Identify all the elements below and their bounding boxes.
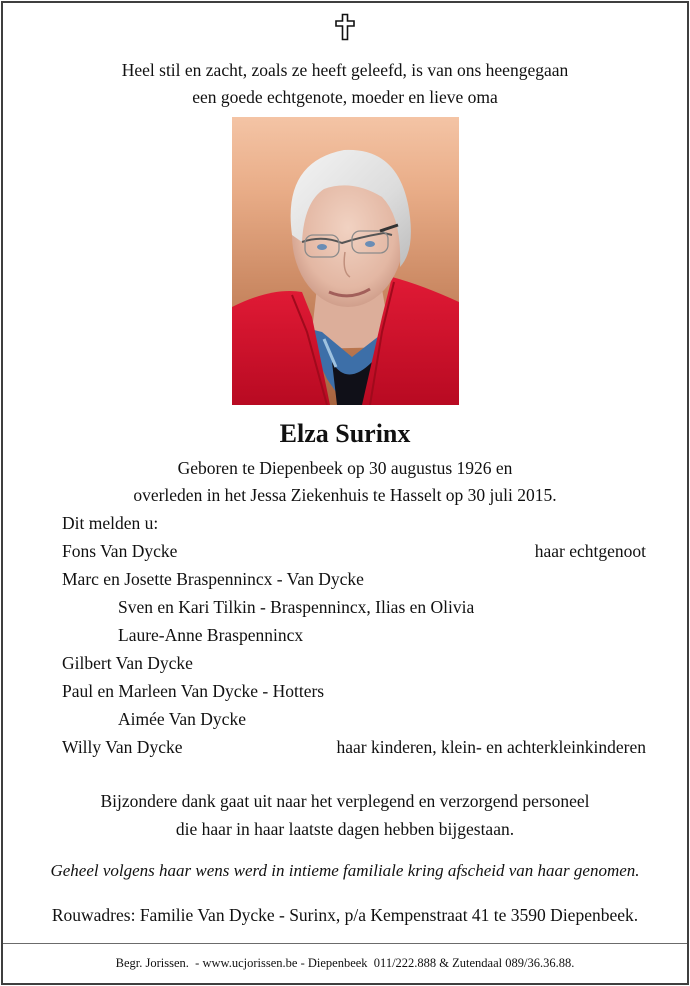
funeral-home-footer: Begr. Jorissen. - www.ucjorissen.be - Diepenbeek 011/222.888 & Zutendaal 089/36.36.88. xyxy=(115,956,575,970)
intro-line-1: Heel stil en zacht, zoals ze heeft geleefd, is van ons heengegaan xyxy=(121,60,569,80)
family-member: Fons Van Dycke xyxy=(62,541,178,561)
intro-line-2: een goede echtgenote, moeder en lieve oma xyxy=(192,87,498,107)
farewell-note: Geheel volgens haar wens werd in intieme familiale kring afscheid van haar genomen. xyxy=(50,861,640,880)
cross-icon xyxy=(333,13,357,41)
family-member: Paul en Marleen Van Dycke - Hotters xyxy=(62,681,325,701)
family-member: Aimée Van Dycke xyxy=(118,709,246,729)
family-member: Gilbert Van Dycke xyxy=(62,653,193,673)
family-member: Sven en Kari Tilkin - Braspennincx, Ilias en Olivia xyxy=(118,597,475,617)
footer-separator xyxy=(3,943,687,944)
death-line: overleden in het Jessa Ziekenhuis te Hasselt op 30 juli 2015. xyxy=(133,485,557,505)
announcement-heading: Dit melden u: xyxy=(62,513,159,533)
thanks-line-2: die haar in haar laatste dagen hebben bijgestaan. xyxy=(175,819,515,839)
family-relation: haar kinderen, klein- en achterkleinkinderen xyxy=(336,737,646,757)
family-member: Willy Van Dycke xyxy=(62,737,183,757)
family-member: Laure-Anne Braspennincx xyxy=(118,625,304,645)
birth-line: Geboren te Diepenbeek op 30 augustus 1926 en xyxy=(177,458,513,478)
family-relation: haar echtgenoot xyxy=(534,541,646,561)
family-member: Marc en Josette Braspennincx - Van Dycke xyxy=(62,569,364,589)
thanks-line-1: Bijzondere dank gaat uit naar het verplegend en verzorgend personeel xyxy=(100,791,590,811)
mourning-address: Rouwadres: Familie Van Dycke - Surinx, p/a Kempenstraat 41 te 3590 Diepenbeek. xyxy=(51,905,639,925)
portrait-photo xyxy=(232,117,459,405)
deceased-name: Elza Surinx xyxy=(279,419,411,448)
